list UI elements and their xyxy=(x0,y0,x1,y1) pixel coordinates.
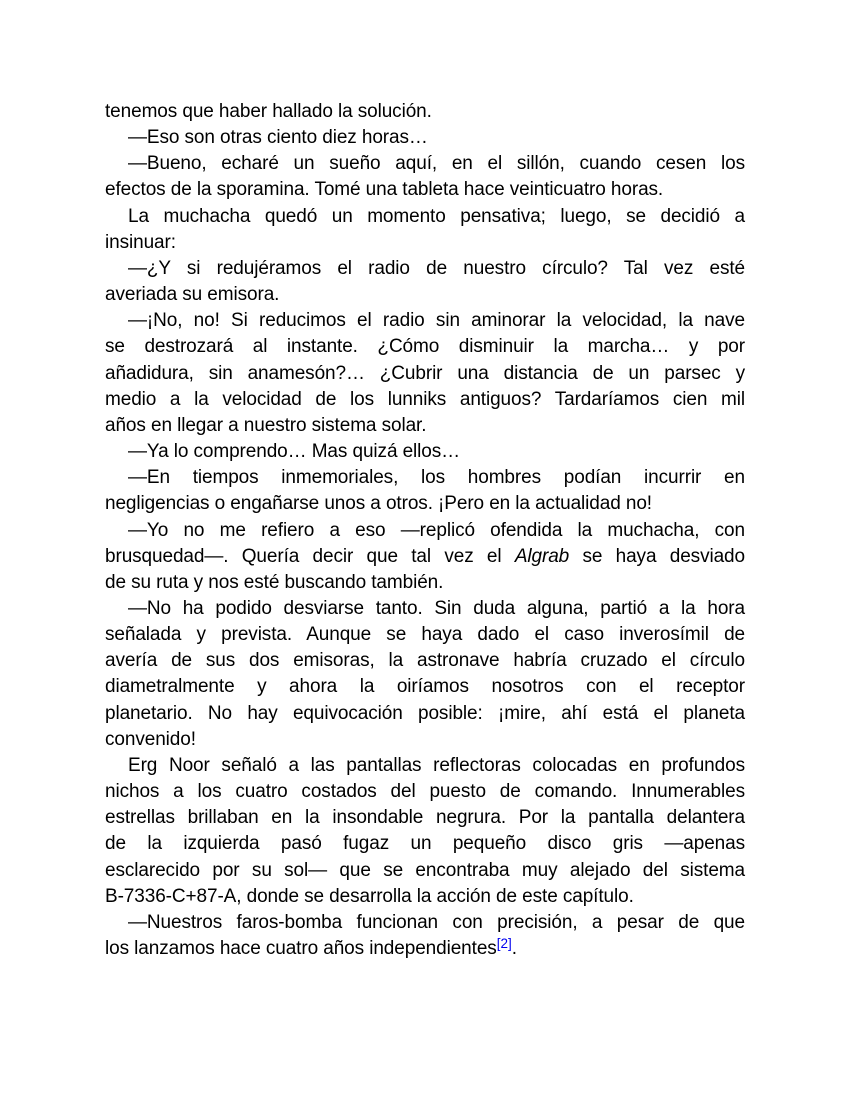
text-line xyxy=(105,413,745,439)
text-line xyxy=(105,936,745,963)
text-segment: averiada su emisora. xyxy=(105,284,280,306)
text-line xyxy=(105,282,745,308)
text-line xyxy=(105,177,745,203)
text-line xyxy=(105,701,745,727)
text-line xyxy=(105,805,745,831)
text-line xyxy=(105,570,745,596)
text-segment: convenido! xyxy=(105,728,196,750)
text-line xyxy=(105,387,745,413)
text-segment: se haya desviado xyxy=(569,545,745,567)
text-segment: —No ha podido desviarse tanto. Sin duda alguna, partió a la hora xyxy=(128,597,745,619)
text-line xyxy=(105,491,745,517)
book-page-text xyxy=(105,99,745,963)
text-segment: tenemos que haber hallado la solución. xyxy=(105,101,432,122)
text-line xyxy=(105,230,745,256)
text-line xyxy=(105,596,745,622)
text-segment: B-7336-C+87-A, donde se desarrolla la acción de este capítulo. xyxy=(105,885,634,907)
text-line xyxy=(105,334,745,360)
text-segment: —Nuestros faros-bomba funcionan con precisión, a pesar de que xyxy=(128,911,745,933)
text-segment: avería de sus dos emisoras, la astronave habría cruzado el círculo xyxy=(105,650,745,672)
text-line xyxy=(105,125,745,151)
text-segment: negligencias o engañarse unos a otros. ¡Pero en la actualidad no! xyxy=(105,493,652,515)
text-segment: se destrozará al instante. ¿Cómo disminuir la marcha… y por xyxy=(105,336,745,358)
text-line xyxy=(105,439,745,465)
text-segment: . xyxy=(511,938,517,959)
text-segment: insinuar: xyxy=(105,231,176,253)
text-line xyxy=(105,648,745,674)
text-line xyxy=(105,544,745,570)
footnote-link[interactable]: [2] xyxy=(496,936,512,951)
text-segment: —Yo no me refiero a eso —replicó ofendida la muchacha, con xyxy=(128,519,745,541)
text-segment: de su ruta y nos esté buscando también. xyxy=(105,571,444,593)
text-line xyxy=(105,858,745,884)
text-segment: brusquedad—. Quería decir que tal vez el xyxy=(105,545,515,567)
text-segment: planetario. No hay equivocación posible: ¡mire, ahí está el planeta xyxy=(105,702,745,724)
text-segment: añadidura, sin anamesón?… ¿Cubrir una distancia de un parsec y xyxy=(105,362,745,384)
text-line xyxy=(105,622,745,648)
text-line xyxy=(105,753,745,779)
text-segment: efectos de la sporamina. Tomé una tableta hace veinticuatro horas. xyxy=(105,179,664,201)
text-segment: los lanzamos hace cuatro años independientes xyxy=(105,938,497,959)
text-line xyxy=(105,910,745,936)
text-segment: nichos a los cuatro costados del puesto de comando. Innumerables xyxy=(105,781,745,803)
text-segment: La muchacha quedó un momento pensativa; luego, se decidió a xyxy=(128,205,745,227)
text-segment: años en llegar a nuestro sistema solar. xyxy=(105,414,427,436)
text-line xyxy=(105,308,745,334)
text-line xyxy=(105,518,745,544)
text-line xyxy=(105,674,745,700)
text-line xyxy=(105,99,745,125)
text-line xyxy=(105,465,745,491)
text-segment: —Bueno, echaré un sueño aquí, en el sillón, cuando cesen los xyxy=(128,153,745,175)
text-segment: —Ya lo comprendo… Mas quizá ellos… xyxy=(128,441,461,463)
text-segment: —Eso son otras ciento diez horas… xyxy=(128,127,428,149)
text-line xyxy=(105,884,745,910)
text-segment: de la izquierda pasó fugaz un pequeño disco gris —apenas xyxy=(105,833,745,855)
text-segment: diametralmente y ahora la oiríamos nosotros con el receptor xyxy=(105,676,745,698)
text-line xyxy=(105,831,745,857)
text-segment: Erg Noor señaló a las pantallas reflectoras colocadas en profundos xyxy=(128,754,745,776)
text-segment: —¡No, no! Si reducimos el radio sin aminorar la velocidad, la nave xyxy=(128,310,745,332)
text-segment: esclarecido por su sol— que se encontraba muy alejado del sistema xyxy=(105,859,745,881)
text-segment: —En tiempos inmemoriales, los hombres podían incurrir en xyxy=(128,467,745,489)
text-line xyxy=(105,204,745,230)
text-segment: —¿Y si redujéramos el radio de nuestro círculo? Tal vez esté xyxy=(128,257,745,279)
ship-name-italic: Algrab xyxy=(514,545,570,567)
text-segment: señalada y prevista. Aunque se haya dado el caso inverosímil de xyxy=(105,624,745,646)
text-line xyxy=(105,151,745,177)
text-line xyxy=(105,727,745,753)
text-line xyxy=(105,779,745,805)
text-line xyxy=(105,361,745,387)
text-segment: medio a la velocidad de los lunniks antiguos? Tardaríamos cien mil xyxy=(105,388,745,410)
text-line xyxy=(105,256,745,282)
text-segment: estrellas brillaban en la insondable negrura. Por la pantalla delantera xyxy=(105,807,745,829)
